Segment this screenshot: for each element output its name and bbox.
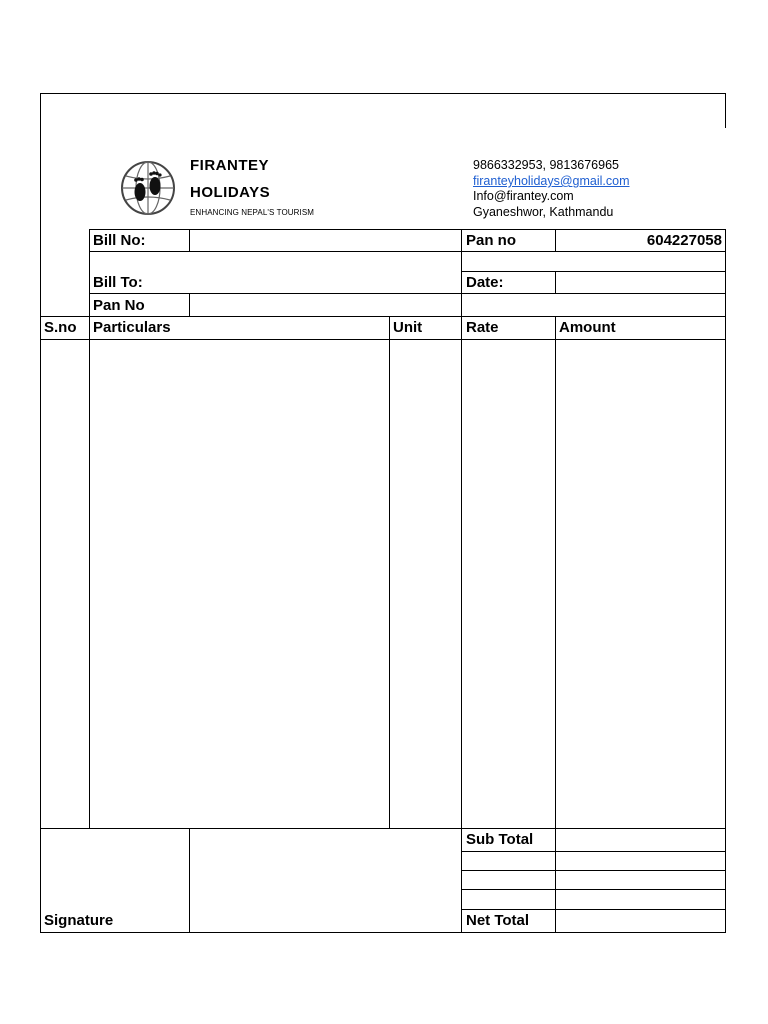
grid-line	[555, 271, 556, 293]
contact-phones: 9866332953, 9813676965	[473, 158, 619, 172]
company-name-line1: FIRANTEY	[190, 157, 269, 174]
grid-line	[89, 229, 726, 230]
date-label: Date:	[466, 274, 504, 291]
grid-line	[189, 293, 190, 316]
company-name-line2: HOLIDAYS	[190, 184, 271, 201]
grid-line	[461, 870, 726, 871]
net-total-label: Net Total	[466, 912, 530, 929]
signature-box[interactable]	[190, 829, 460, 932]
company-logo	[120, 160, 176, 216]
frame-bottom-border	[40, 932, 726, 933]
column-header-rate: Rate	[466, 319, 499, 336]
bill-to-label: Bill To:	[93, 274, 143, 291]
grid-line	[189, 229, 190, 251]
grid-line	[461, 909, 726, 910]
globe-footprints-icon	[120, 160, 176, 216]
column-header-sno: S.no	[44, 319, 77, 336]
column-header-unit: Unit	[393, 319, 423, 336]
items-table-body[interactable]	[41, 340, 725, 828]
bill-no-field[interactable]	[193, 232, 457, 250]
pan-no-value: 604227058	[646, 232, 722, 249]
frame-top-border	[40, 93, 726, 94]
date-field[interactable]	[559, 274, 722, 292]
signature-label: Signature	[44, 912, 114, 929]
grid-line	[40, 316, 726, 317]
sub-total-label: Sub Total	[466, 831, 534, 848]
company-tagline: ENHANCING NEPAL'S TOURISM	[190, 208, 315, 217]
grid-line	[555, 229, 556, 251]
bill-no-label: Bill No:	[93, 232, 146, 249]
contact-email-link[interactable]: firanteyholidays@gmail.com	[473, 174, 630, 188]
grid-line	[461, 271, 726, 272]
pan-no-label: Pan no	[466, 232, 517, 249]
net-total-value[interactable]	[559, 912, 722, 930]
grid-line	[461, 851, 726, 852]
column-header-particulars: Particulars	[93, 319, 171, 336]
customer-pan-field[interactable]	[193, 297, 457, 315]
column-header-amount: Amount	[559, 319, 616, 336]
grid-line	[89, 251, 726, 252]
frame-right-border-top	[725, 93, 726, 128]
sub-total-value[interactable]	[559, 831, 722, 849]
grid-line	[461, 889, 726, 890]
contact-website: Info@firantey.com	[473, 189, 574, 203]
contact-address: Gyaneshwor, Kathmandu	[473, 205, 614, 219]
customer-pan-label: Pan No	[93, 297, 145, 314]
grid-line	[89, 293, 726, 294]
